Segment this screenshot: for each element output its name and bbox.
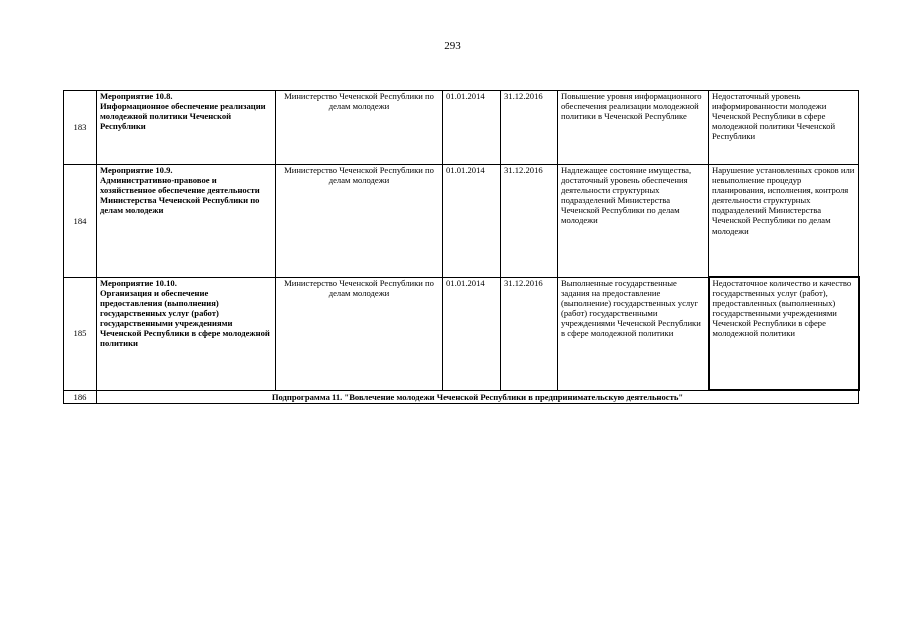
activity-cell xyxy=(97,91,276,165)
start-date-cell: 01.01.2014 xyxy=(443,277,501,390)
result-cell: Выполненные государственные задания на предоставление (выполнение) государственных услуг (работ) государственными учреждениями Чеченской Республики в сфере молодежной политики xyxy=(558,277,709,390)
end-date-cell: 31.12.2016 xyxy=(501,91,558,165)
end-date-cell: 31.12.2016 xyxy=(501,165,558,278)
risk-cell: Нарушение установленных сроков или невыполнение процедур планирования, исполнения, контроля деятельности структурных подразделений Министерства Чеченской Республики по делам молодежи xyxy=(709,165,859,278)
activity-cell xyxy=(97,277,276,390)
table-row xyxy=(64,277,859,390)
row-number: 183 xyxy=(64,91,97,165)
executor-cell: Министерство Чеченской Республики по делам молодежи xyxy=(276,165,443,278)
start-date-cell: 01.01.2014 xyxy=(443,165,501,278)
start-date-cell: 01.01.2014 xyxy=(443,91,501,165)
subprogram-row xyxy=(64,390,859,404)
risk-cell: Недостаточное количество и качество государственных услуг (работ), предоставленных (выполненных) государственными учреждениями Чеченской Республики в сфере молодежной политики xyxy=(709,277,859,390)
result-cell: Надлежащее состояние имущества, достаточный уровень обеспечения деятельности структурных подразделений Министерства Чеченской Республики по делам молодежи xyxy=(558,165,709,278)
table-row xyxy=(64,91,859,165)
row-number: 184 xyxy=(64,165,97,278)
executor-cell: Министерство Чеченской Республики по делам молодежи xyxy=(276,91,443,165)
table-row xyxy=(64,165,859,278)
activities-table xyxy=(63,90,860,404)
subprogram-title: Подпрограмма 11. "Вовлечение молодежи Чеченской Республики в предпринимательскую деятельность" xyxy=(97,390,859,404)
page-number: 293 xyxy=(444,40,461,52)
activity-cell xyxy=(97,165,276,278)
activity-text: Мероприятие 10.10. Организация и обеспечение предоставления (выполнения) государственных услуг (работ) государственными учреждениями Чеченской Республики в сфере молодежной политики xyxy=(100,277,270,349)
executor-cell: Министерство Чеченской Республики по делам молодежи xyxy=(276,277,443,390)
activity-text: Мероприятие 10.9. Административно-правовое и хозяйственное обеспечение деятельности Министерства Чеченской Республики по делам молодежи xyxy=(100,165,260,216)
row-number: 186 xyxy=(64,390,97,404)
end-date-cell: 31.12.2016 xyxy=(501,277,558,390)
result-cell: Повышение уровня информационного обеспечения реализации молодежной политики в Чеченской Республике xyxy=(558,91,709,165)
risk-cell: Недостаточный уровень информированности молодежи Чеченской Республики в сфере молодежной политики Чеченской Республики xyxy=(709,91,859,165)
activity-text: Мероприятие 10.8. Информационное обеспечение реализации молодежной политики Чеченской Республики xyxy=(100,91,266,132)
row-number: 185 xyxy=(64,277,97,390)
